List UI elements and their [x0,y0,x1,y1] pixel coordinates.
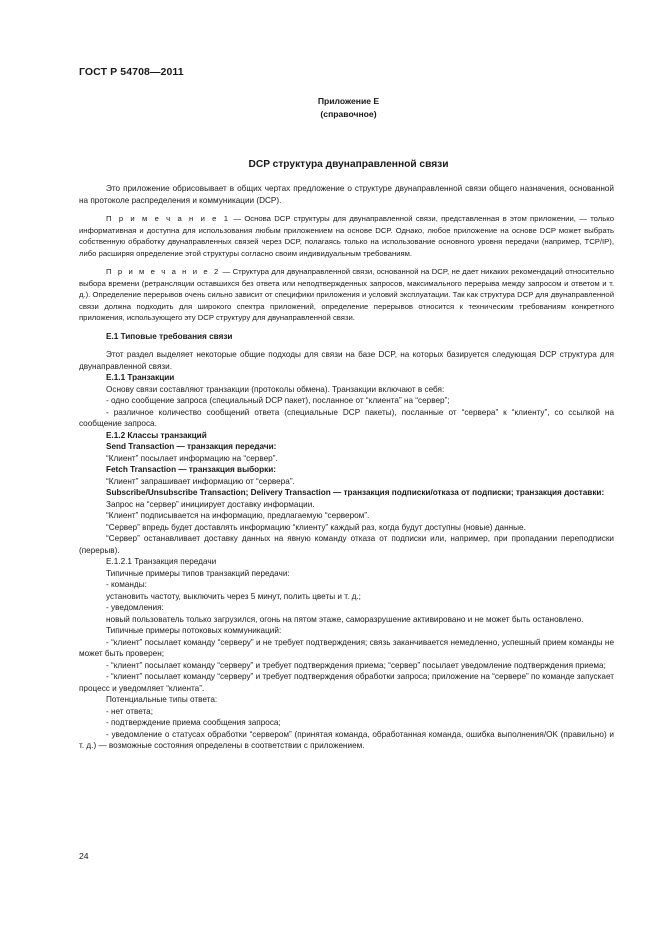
list-item: “Клиент” подписывается на информацию, предлагаемую “сервером”. [106,511,370,520]
list-item: Запрос на “сервер” инициирует доставку информации. [106,499,315,509]
intro-paragraph: Это приложение обрисовывает в общих чертах предложение о структуре двунаправленной связи общего назначения, основанной на протоколе распределения и коммуникации (DCP). [79,184,614,205]
list-item: - “клиент” посылает команду “серверу” и требует подтверждения обработки запроса; приложение на “сервере” по команде запускает процесс и уведомляет “клиента”. [79,672,614,693]
list-item: - одно сообщение запроса (специальный DCP пакет), посланное от “клиента” на “сервер”; [106,396,450,405]
send-transaction-text: “Клиент” посылает информацию на “сервер”. [106,453,278,463]
note-2-text: — Структура для двунаправленной связи, основанной на DCP, не дает никаких рекомендаций относительно выбора времени (ретрансляции оставшихся без ответа или неподтвержденных запросов, максимального перерыва между запросом и ответом и т. д.). Определение перерывов очень сильно зависит от специфики приложения и условий эксплуатации. Так как структура DCP для двунаправленной связи должна подходить для широкого спектра приложений, определение перерывов относится к техническим требованиям конкретного приложения, использующего эту DCP структуру для двунаправленной связи. [79,267,614,322]
section-e11-heading: Е.1.1 Транзакции [106,373,175,382]
list-item: - нет ответа; [106,706,153,716]
list-item: Типичные примеры потоковых коммуникаций: [106,626,282,635]
page-number: 24 [79,851,89,861]
list-item: - различное количество сообщений ответа (специальные DCP пакеты), посланные от “сервера” к “клиенту”, со ссылкой на сообщение запроса. [79,407,614,428]
list-item: - команды: [106,580,147,589]
note-1 [79,213,614,259]
note-2 [79,266,614,324]
list-item: Основу связи составляют транзакции (протоколы обмена). Транзакции включают в себя: [106,384,445,394]
document-body [79,183,614,752]
document-code: ГОСТ Р 54708—2011 [79,66,184,78]
list-item: Типичные примеры типов транзакций передачи: [106,568,290,578]
section-e12-heading: Е.1.2 Классы транзакций [106,430,207,440]
fetch-transaction-title: Fetch Transaction — транзакция выборки: [106,465,276,474]
section-e121-heading: Е.1.2.1 Транзакция передачи [106,557,217,566]
section-e1-text: Этот раздел выделяет некоторые общие подходы для связи на базе DCP, на которых базируется следующая DCP структура для двунаправленной связи. [79,350,614,371]
list-item: - подтверждение приема сообщения запроса; [106,718,281,727]
appendix-label: Приложение Е [317,96,380,106]
list-item: новый пользователь только загрузился, огонь на пятом этаже, саморазрушение активировано и не может быть остановлено. [106,614,584,624]
list-item: - уведомления: [106,603,164,612]
fetch-transaction-text: “Клиент” запрашивает информацию от “сервера”. [106,476,295,486]
note-1-text: — Основа DCP структуры для двунаправленной связи, представленная в этом приложении, — только информативная и доступна для использования любым приложением на основе DCP. Однако, любое приложение на основе DCP может выбрать собственную обработку двунаправленных связей через DCP, полагаясь только на использование основного уровня передачи (например, TCP/IP), либо расширяя определение этой структуры согласно своим индивидуальным требованиям. [79,214,614,258]
section-e1-heading: Е.1 Типовые требования связи [106,331,233,341]
list-item: “Сервер” останавливает доставку данных на явную команду отказа от подписки или, например, при пропадании переподписки (перерыв). [79,534,614,555]
list-item: установить частоту, выключить через 5 минут, полить цветы и т. д.; [106,591,361,601]
appendix-kind: (справочное) [320,109,377,119]
appendix-title: DCP структура двунаправленной связи [248,159,449,170]
note-2-label: П р и м е ч а н и е 2 [106,267,221,276]
list-item: - “клиент” посылает команду “серверу” и не требует подтверждения; связь заканчивается немедленно, успешный прием команды не может быть проверен; [79,637,614,658]
list-item: - “клиент” посылает команду “серверу” и требует подтверждения приема; “сервер” посылает уведомление подтверждения приема; [106,660,606,670]
note-1-label: П р и м е ч а н и е 1 [106,214,231,223]
send-transaction-title: Send Transaction — транзакция передачи: [106,442,277,451]
list-item: - уведомление о статусах обработки “сервером” (принятая команда, обработанная команда, ошибка выполнения/OK (правильно) и т. д.) — возможные состояния определены в соответствии с приложением. [79,729,614,750]
list-item: “Сервер” впредь будет доставлять информацию “клиенту” каждый раз, когда будут доступны (новые) данные. [106,522,526,532]
list-item: Потенциальные типы ответа: [106,695,218,704]
subscribe-transaction-title: Subscribe/Unsubscribe Transaction; Delivery Transaction — транзакция подписки/отказа от подписки; транзакция доставки: [106,488,605,497]
